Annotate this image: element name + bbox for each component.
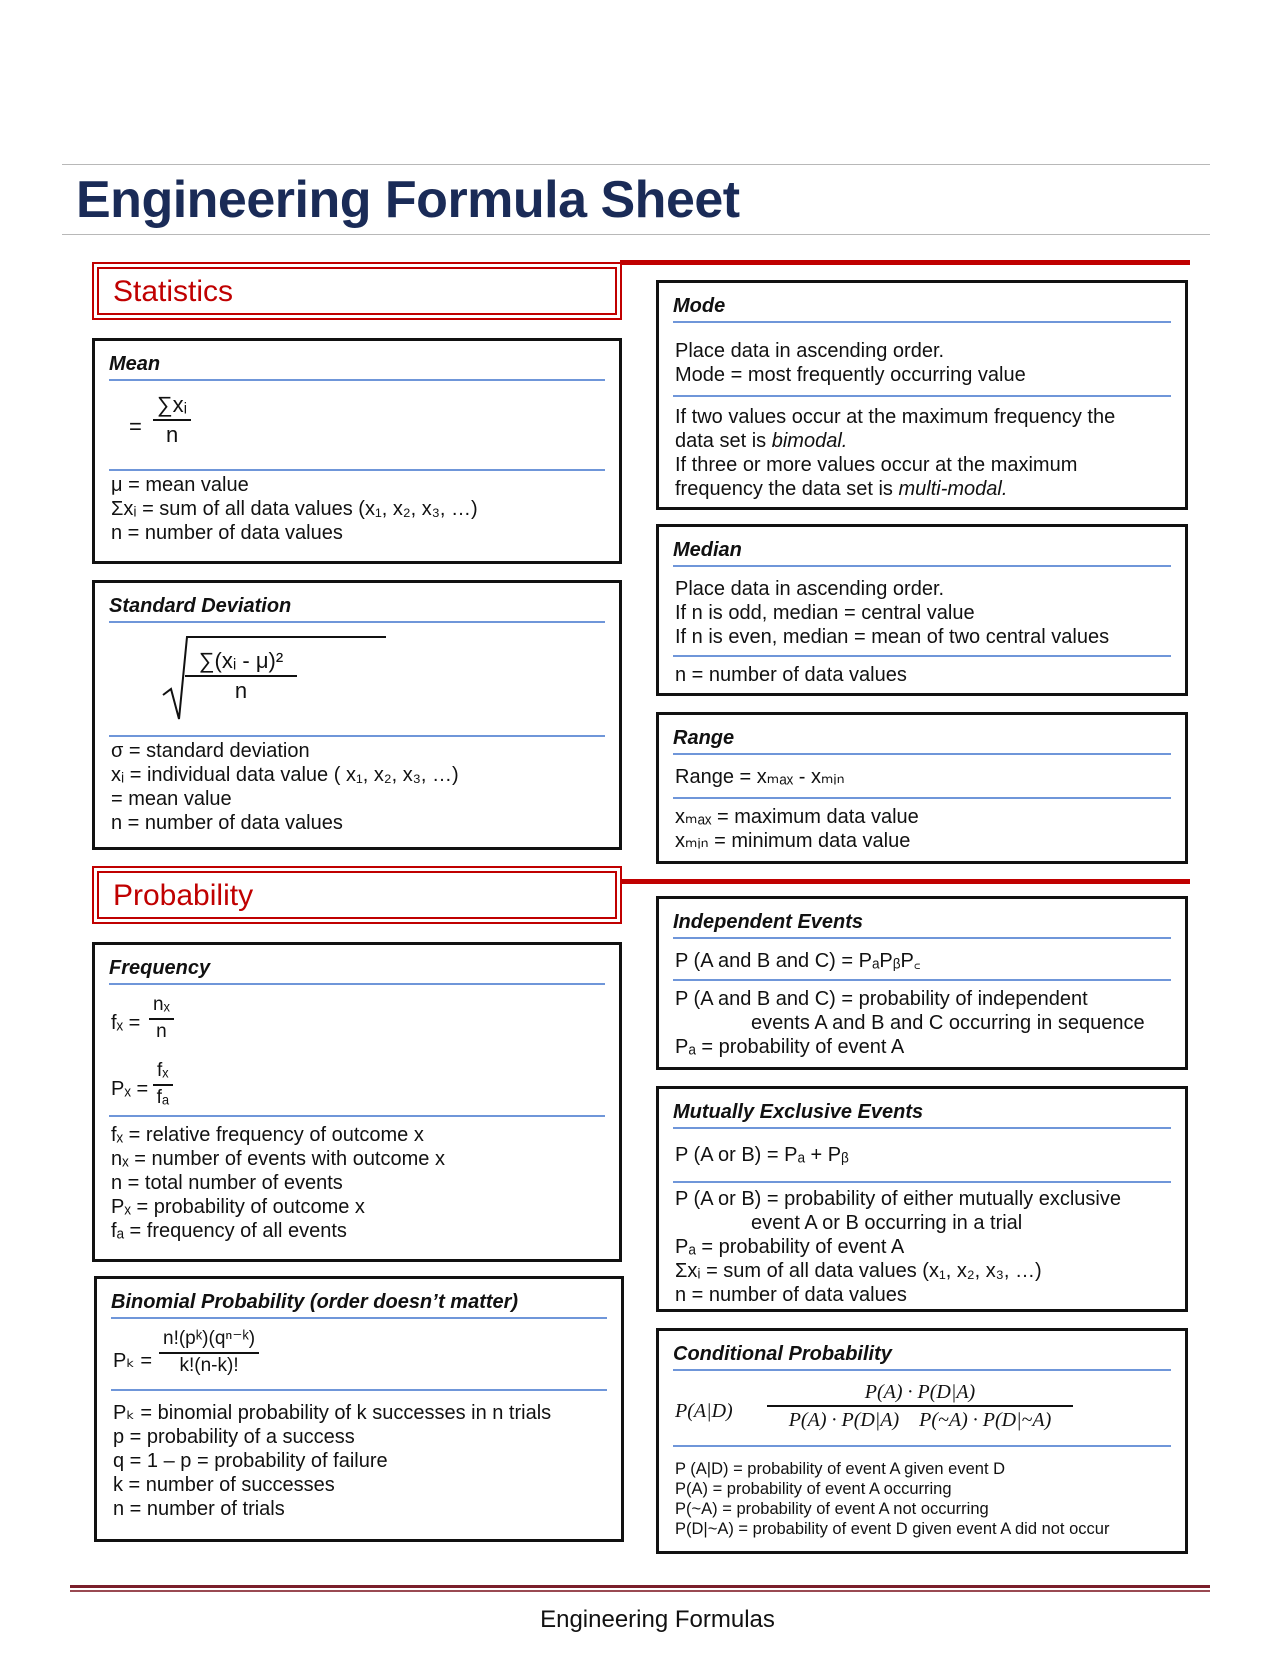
- mode-bimodal: bimodal.: [771, 430, 848, 452]
- binomial-def-pk: Pₖ = binomial probability of k successes in n trials: [113, 1402, 552, 1424]
- binomial-title: Binomial Probability (order doesn’t matter): [111, 1291, 607, 1319]
- freq-fx-lhs: fₓ =: [111, 1012, 141, 1034]
- conditional-separator: [673, 1445, 1171, 1447]
- statistics-section-label: Statistics: [97, 267, 617, 315]
- page-title: Engineering Formula Sheet: [76, 171, 740, 229]
- binomial-denominator: k!(n-k)!: [179, 1354, 239, 1376]
- mode-multimodal: multi-modal.: [898, 478, 1008, 500]
- median-title: Median: [673, 539, 1171, 567]
- stddev-denominator: n: [234, 678, 248, 704]
- title-rule: [62, 234, 1210, 235]
- range-def-min: xₘᵢₙ = minimum data value: [675, 830, 911, 852]
- probability-red-line: [620, 879, 1190, 884]
- mutual-title: Mutually Exclusive Events: [673, 1101, 1171, 1129]
- conditional-def-3: P(~A) = probability of event A not occurring: [675, 1500, 989, 1518]
- freq-px-denominator: fₐ: [156, 1086, 169, 1108]
- conditional-lhs: P(A|D): [675, 1400, 733, 1422]
- stddev-def-xi: xᵢ = individual data value ( x₁, x₂, x₃, …): [111, 764, 459, 786]
- median-separator: [673, 655, 1171, 657]
- binomial-def-k: k = number of successes: [113, 1474, 335, 1496]
- mode-title: Mode: [673, 295, 1171, 323]
- binomial-separator: [111, 1389, 607, 1391]
- freq-def-fa: fₐ = frequency of all events: [111, 1220, 347, 1242]
- mutual-def-1: P (A or B) = probability of either mutually exclusive: [675, 1188, 1121, 1210]
- range-def-max: xₘₐₓ = maximum data value: [675, 806, 919, 828]
- range-separator: [673, 797, 1171, 799]
- mode-box: [656, 280, 1188, 510]
- mean-title: Mean: [109, 353, 605, 381]
- stddev-title: Standard Deviation: [109, 595, 605, 623]
- mean-box: [92, 338, 622, 564]
- mutual-separator: [673, 1181, 1171, 1183]
- conditional-def-2: P(A) = probability of event A occurring: [675, 1480, 952, 1498]
- mode-line-3: If two values occur at the maximum frequency the: [675, 406, 1116, 428]
- mode-line-1: Place data in ascending order.: [675, 340, 945, 362]
- binomial-fraction: [159, 1329, 259, 1377]
- median-line-2: If n is odd, median = central value: [675, 602, 975, 624]
- independent-title: Independent Events: [673, 911, 1171, 939]
- conditional-numerator: P(A) · P(D|A): [767, 1381, 1073, 1407]
- freq-fx-denominator: n: [156, 1020, 167, 1042]
- conditional-denominator: P(A) · P(D|A) P(~A) · P(D|~A): [788, 1409, 1052, 1431]
- stddev-box: [92, 580, 622, 850]
- binomial-lhs: Pₖ =: [113, 1350, 153, 1372]
- independent-box: [656, 896, 1188, 1070]
- mutual-def-5: n = number of data values: [675, 1284, 907, 1306]
- freq-fx-numerator: nₓ: [149, 995, 174, 1020]
- stddev-fraction: [185, 649, 297, 703]
- conditional-def-1: P (A|D) = probability of event A given event D: [675, 1460, 1006, 1478]
- mutual-def-4: Σxᵢ = sum of all data values (x₁, x₂, x₃, …): [675, 1260, 1042, 1282]
- mutual-box: [656, 1086, 1188, 1312]
- freq-def-px: Pₓ = probability of outcome x: [111, 1196, 365, 1218]
- freq-def-nx: nₓ = number of events with outcome x: [111, 1148, 445, 1170]
- independent-def-1: P (A and B and C) = probability of independent: [675, 988, 1088, 1010]
- binomial-def-n: n = number of trials: [113, 1498, 285, 1520]
- median-line-3: If n is even, median = mean of two central values: [675, 626, 1110, 648]
- binomial-box: [94, 1276, 624, 1542]
- footer-text: Engineering Formulas: [540, 1606, 775, 1633]
- binomial-numerator: n!(pᵏ)(qⁿ⁻ᵏ): [159, 1329, 259, 1354]
- freq-px-lhs: Pₓ =: [111, 1078, 149, 1100]
- freq-px-fraction: [153, 1061, 173, 1109]
- footer-rule: [70, 1585, 1210, 1588]
- freq-def-fx: fₓ = relative frequency of outcome x: [111, 1124, 424, 1146]
- freq-fx-fraction: [149, 995, 174, 1043]
- frequency-separator: [109, 1115, 605, 1117]
- statistics-red-line: [620, 260, 1190, 265]
- top-rule: [62, 164, 1210, 165]
- stddev-separator: [109, 735, 605, 737]
- independent-separator: [673, 979, 1171, 981]
- mean-denominator: n: [165, 422, 179, 448]
- mode-separator: [673, 395, 1171, 397]
- range-title: Range: [673, 727, 1171, 755]
- independent-def-2: events A and B and C occurring in sequence: [751, 1012, 1145, 1034]
- frequency-box: [92, 942, 622, 1262]
- stddev-numerator: ∑(xᵢ - μ)²: [185, 649, 297, 677]
- binomial-def-q: q = 1 – p = probability of failure: [113, 1450, 388, 1472]
- footer-rule-2: [70, 1590, 1210, 1592]
- conditional-def-4: P(D|~A) = probability of event D given event A did not occur: [675, 1520, 1110, 1538]
- median-line-4: n = number of data values: [675, 664, 907, 686]
- mean-numerator: ∑xᵢ: [153, 393, 191, 421]
- mode-line-2: Mode = most frequently occurring value: [675, 364, 1026, 386]
- probability-section-header: [92, 866, 622, 924]
- range-formula: Range = xₘₐₓ - xₘᵢₙ: [675, 766, 845, 788]
- median-box: [656, 524, 1188, 696]
- independent-def-3: Pₐ = probability of event A: [675, 1036, 905, 1058]
- conditional-fraction: [767, 1381, 1073, 1431]
- mode-line-4-text: data set is: [675, 430, 772, 452]
- freq-px-numerator: fₓ: [153, 1061, 173, 1086]
- mode-line-4: [675, 429, 847, 453]
- stddev-def-mean: = mean value: [111, 788, 232, 810]
- conditional-title: Conditional Probability: [673, 1343, 1171, 1371]
- median-line-1: Place data in ascending order.: [675, 578, 945, 600]
- mean-fraction: [153, 393, 191, 447]
- mean-def-mu: μ = mean value: [111, 474, 249, 496]
- mean-def-n: n = number of data values: [111, 522, 343, 544]
- mutual-def-2: event A or B occurring in a trial: [751, 1212, 1023, 1234]
- stddev-def-n: n = number of data values: [111, 812, 343, 834]
- mean-lhs: =: [129, 414, 142, 439]
- stddev-def-sigma: σ = standard deviation: [111, 740, 310, 762]
- conditional-box: [656, 1328, 1188, 1554]
- binomial-def-p: p = probability of a success: [113, 1426, 355, 1448]
- mean-separator: [109, 469, 605, 471]
- mode-line-5: If three or more values occur at the maximum: [675, 454, 1078, 476]
- mode-line-6-text: frequency the data set is: [675, 478, 899, 500]
- mode-line-6: [675, 477, 1007, 501]
- range-box: [656, 712, 1188, 864]
- freq-def-n: n = total number of events: [111, 1172, 343, 1194]
- mean-def-sum: Σxᵢ = sum of all data values (x₁, x₂, x₃, …): [111, 498, 478, 520]
- statistics-section-header: [92, 262, 622, 320]
- independent-formula: P (A and B and C) = PₐPᵦP꜀: [675, 950, 921, 972]
- frequency-title: Frequency: [109, 957, 605, 985]
- probability-section-label: Probability: [97, 871, 617, 919]
- mutual-formula: P (A or B) = Pₐ + Pᵦ: [675, 1144, 849, 1166]
- mutual-def-3: Pₐ = probability of event A: [675, 1236, 905, 1258]
